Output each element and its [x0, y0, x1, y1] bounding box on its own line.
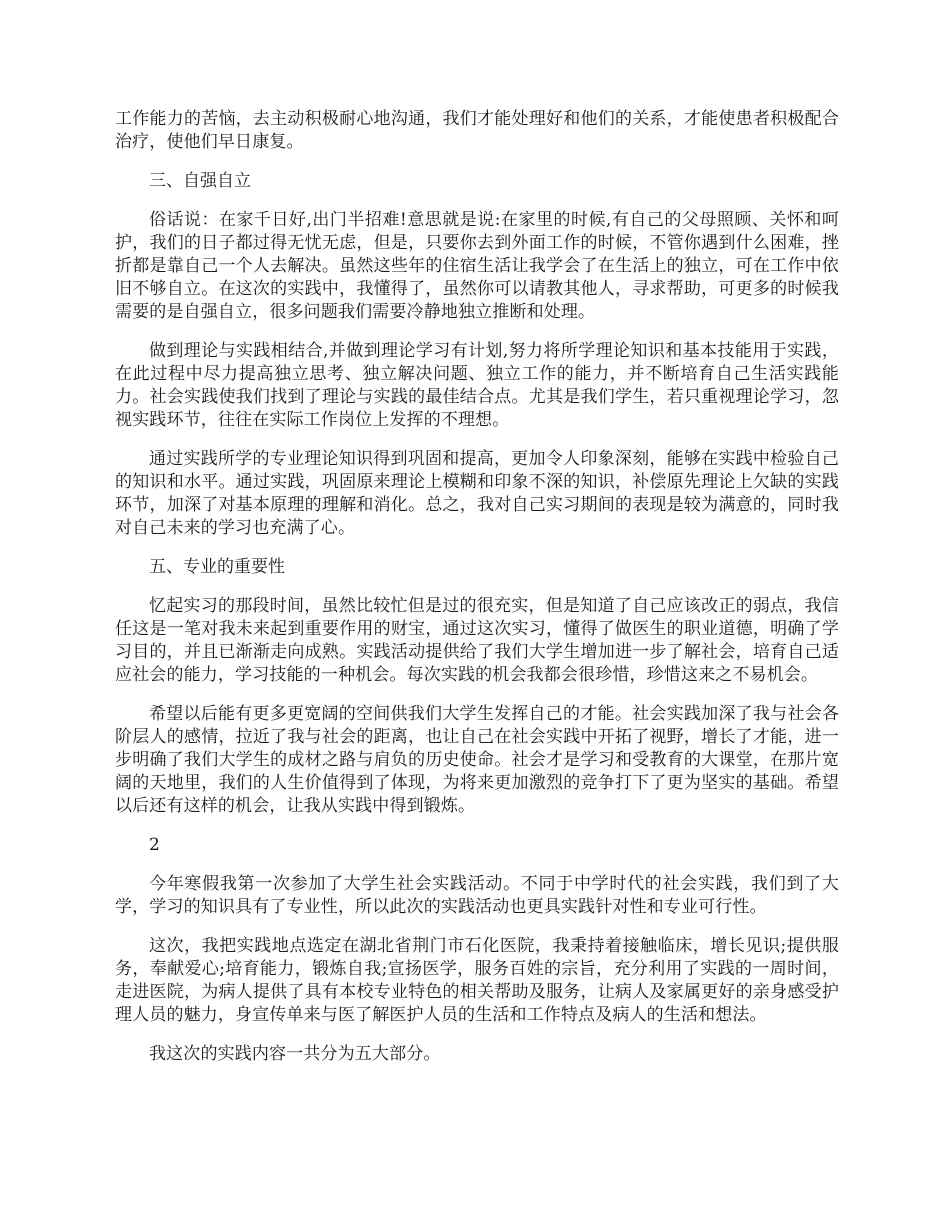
document-page	[115, 108, 839, 1082]
section-heading-self-reliance: 三、自强自立	[149, 171, 251, 191]
paragraph: 今年寒假我第一次参加了大学生社会实践活动。不同于中学时代的社会实践，我们到了大学，学习的知识具有了专业性，所以此次的实践活动也更具实践针对性和专业可行性。	[115, 874, 839, 917]
paragraph: 忆起实习的那段时间，虽然比较忙但是过的很充实，但是知道了自己应该改正的弱点，我信任这是一笔对我未来起到重要作用的财宝，通过这次实习，懂得了做医生的职业道德，明确了学习目的，并且已渐渐走向成熟。实践活动提供给了我们大学生增加进一步了解社会，培育自己适应社会的能力，学习技能的一种机会。每次实践的机会我都会很珍惜，珍惜这来之不易机会。	[115, 596, 839, 685]
paragraph: 做到理论与实践相结合,并做到理论学习有计划,努力将所学理论知识和基本技能用于实践，在此过程中尽力提高独立思考、独立解决问题、独立工作的能力，并不断培育自己生活实践能力。社会实践使我们找到了理论与实践的最佳结合点。尤其是我们学生，若只重视理论学习，忽视实践环节，往往在实际工作岗位上发挥的不理想。	[115, 341, 839, 430]
paragraph-continuation: 工作能力的苦恼，去主动积极耐心地沟通，我们才能处理好和他们的关系，才能使患者积极配合治疗，使他们早日康复。	[115, 109, 839, 152]
section-heading-importance-of-major: 五、专业的重要性	[149, 557, 285, 577]
section-number: 2	[149, 835, 160, 855]
paragraph: 这次，我把实践地点选定在湖北省荆门市石化医院，我秉持着接触临床，增长见识;提供服务，奉献爱心;培育能力，锻炼自我;宣扬医学，服务百姓的宗旨，充分利用了实践的一周时间，走进医院，为病人提供了具有本校专业特色的相关帮助及服务，让病人及家属更好的亲身感受护理人员的魅力，身宣传单来与医了解医护人员的生活和工作特点及病人的生活和想法。	[115, 936, 839, 1025]
paragraph: 希望以后能有更多更宽阔的空间供我们大学生发挥自己的才能。社会实践加深了我与社会各阶层人的感情，拉近了我与社会的距离，也让自己在社会实践中开拓了视野，增长了才能，进一步明确了我们大学生的成材之路与肩负的历史使命。社会才是学习和受教育的大课堂，在那片宽阔的天地里，我们的人生价值得到了体现，为将来更加激烈的竞争打下了更为坚实的基础。希望以后还有这样的机会，让我从实践中得到锻炼。	[115, 704, 839, 816]
paragraph: 通过实践所学的专业理论知识得到巩固和提高，更加令人印象深刻，能够在实践中检验自己的知识和水平。通过实践，巩固原来理论上模糊和印象不深的知识，补偿原先理论上欠缺的实践环节，加深了对基本原理的理解和消化。总之，我对自己实习期间的表现是较为满意的，同时我对自己未来的学习也充满了心。	[115, 449, 839, 538]
paragraph: 俗话说：在家千日好,出门半招难!意思就是说:在家里的时候,有自己的父母照顾、关怀和呵护，我们的日子都过得无忧无虑，但是，只要你去到外面工作的时候，不管你遇到什么困难，挫折都是靠自己一个人去解决。虽然这些年的住宿生活让我学会了在生活上的独立，可在工作中依旧不够自立。在这次的实践中，我懂得了，虽然你可以请教其他人，寻求帮助，可更多的时候我需要的是自强自立，很多问题我们需要冷静地独立推断和处理。	[115, 210, 839, 322]
paragraph: 我这次的实践内容一共分为五大部分。	[149, 1044, 441, 1064]
